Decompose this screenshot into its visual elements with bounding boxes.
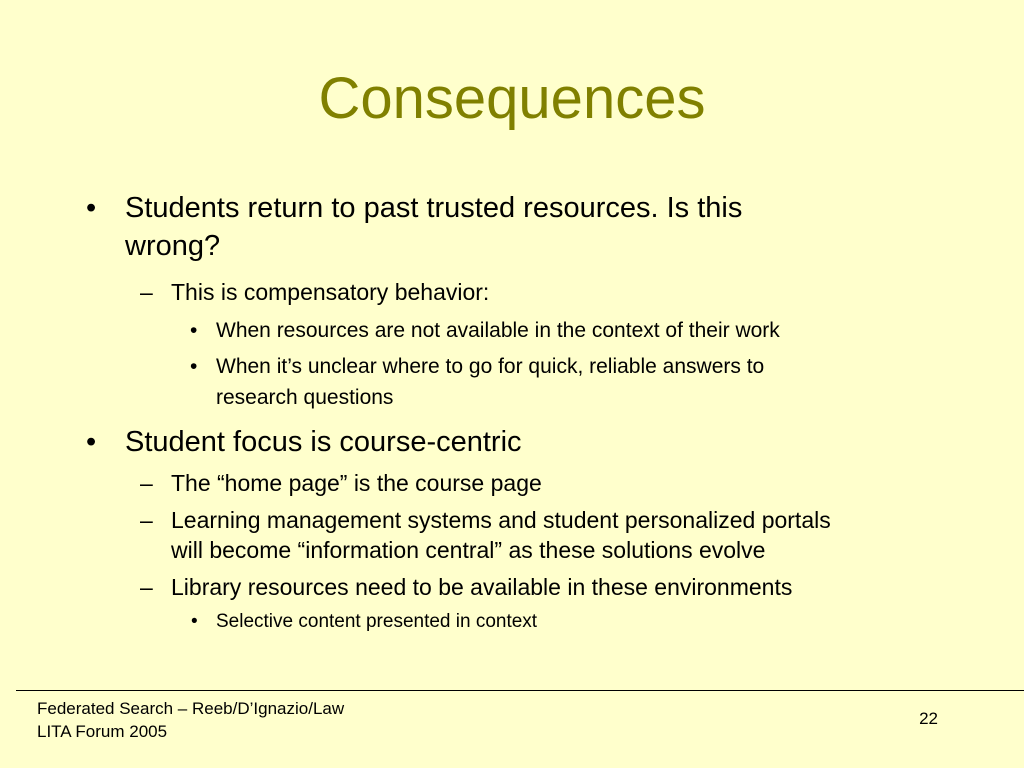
bullet-marker: •	[86, 426, 97, 458]
slide-title: Consequences	[318, 66, 706, 131]
footer-event-name: LITA Forum 2005	[37, 722, 168, 741]
bullet-marker: •	[190, 355, 198, 378]
dash-marker: –	[140, 574, 153, 600]
sub-bullet-lms-line2: will become “information central” as these solutions evolve	[171, 537, 766, 563]
sub-sub-bullet-resources-not-available: When resources are not available in the context of their work	[216, 319, 780, 342]
sub-bullet-compensatory: This is compensatory behavior:	[171, 279, 490, 305]
bullet-marker: •	[191, 611, 198, 632]
sub-sub-bullet-unclear-line2: research questions	[216, 386, 394, 409]
footer-presentation-title: Federated Search – Reeb/D’Ignazio/Law	[37, 699, 345, 718]
dash-marker: –	[140, 279, 153, 305]
dash-marker: –	[140, 470, 153, 496]
page-number: 22	[919, 709, 938, 728]
sub-bullet-library-resources: Library resources need to be available in these environments	[171, 574, 793, 600]
bullet-marker: •	[190, 319, 198, 342]
sub-bullet-home-page: The “home page” is the course page	[171, 470, 542, 496]
dash-marker: –	[140, 507, 153, 533]
bullet-students-return-line1: Students return to past trusted resources. Is this	[125, 192, 743, 224]
sub-bullet-lms-line1: Learning management systems and student personalized portals	[171, 507, 831, 533]
bullet-students-return-line2: wrong?	[125, 230, 221, 262]
sub-sub-bullet-unclear-line1: When it’s unclear where to go for quick, reliable answers to	[216, 355, 765, 378]
bullet-student-focus: Student focus is course-centric	[125, 426, 522, 458]
footer-divider	[16, 690, 1024, 691]
bullet-marker: •	[86, 192, 97, 224]
sub-sub-bullet-selective-content: Selective content presented in context	[216, 611, 538, 632]
